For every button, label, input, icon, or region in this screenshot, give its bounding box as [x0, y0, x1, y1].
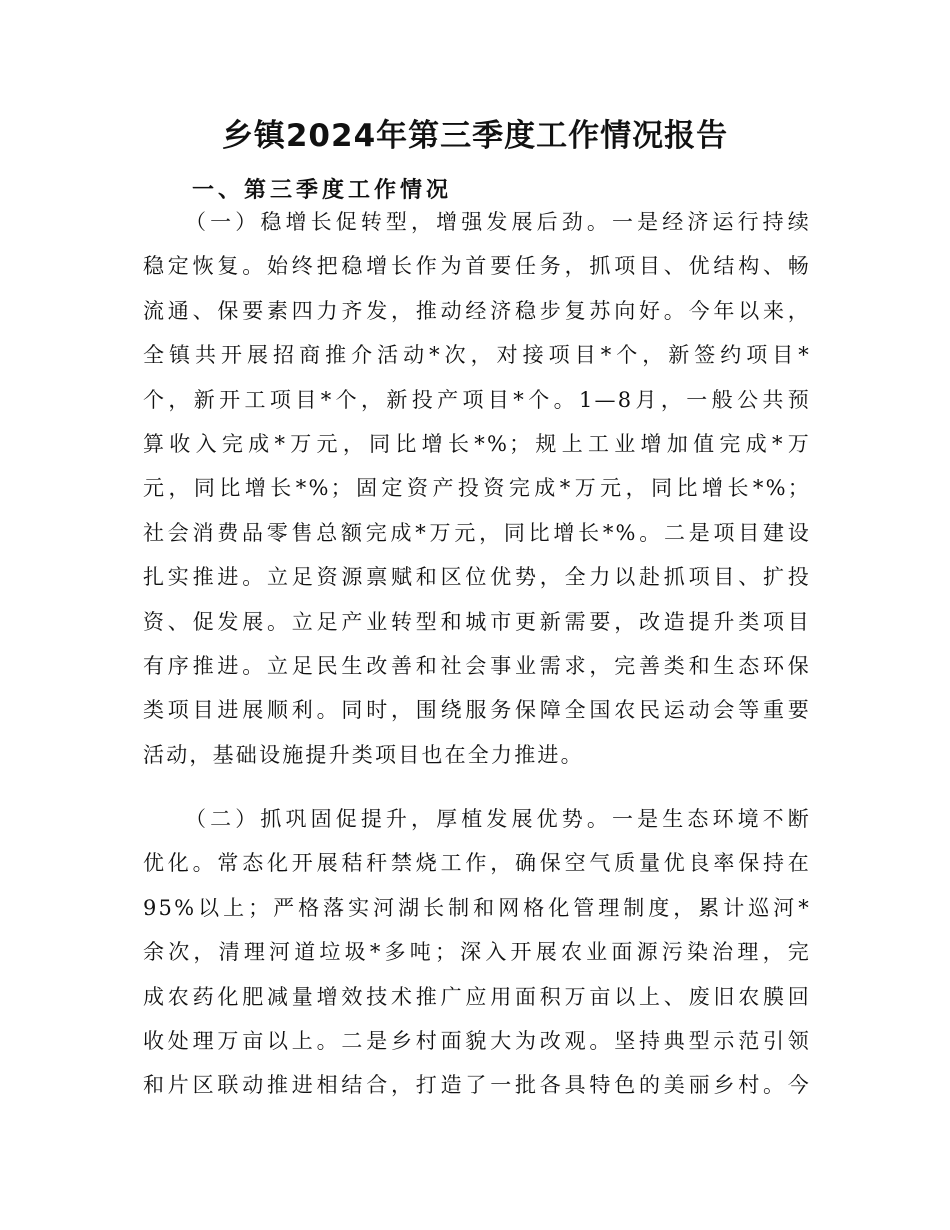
paragraph-1 [143, 200, 811, 777]
paragraph-line: 流通、保要素四力齐发，推动经济稳步复苏向好。今年以来， [143, 298, 811, 323]
paragraph-line: 成农药化肥减量增效技术推广应用面积万亩以上、废旧农膜回 [143, 984, 811, 1009]
paragraph-line: 优化。常态化开展秸秆禁烧工作，确保空气质量优良率保持在 [143, 851, 811, 876]
paragraph-line: 95%以上；严格落实河湖长制和网格化管理制度，累计巡河* [143, 895, 811, 920]
document-title: 乡镇2024年第三季度工作情况报告 [221, 118, 729, 154]
paragraph-line: 稳定恢复。始终把稳增长作为首要任务，抓项目、优结构、畅 [143, 254, 811, 279]
paragraph-line: 社会消费品零售总额完成*万元，同比增长*%。二是项目建设 [143, 520, 811, 545]
paragraph-line: （一）稳增长促转型，增强发展后劲。一是经济运行持续 [185, 210, 811, 234]
paragraph-line: 有序推进。立足民生改善和社会事业需求，完善类和生态环保 [143, 654, 811, 679]
paragraph-line: 个，新开工项目*个，新投产项目*个。1—8月，一般公共预 [143, 387, 811, 412]
paragraph-line: 算收入完成*万元，同比增长*%；规上工业增加值完成*万 [143, 432, 811, 457]
paragraph-line: 和片区联动推进相结合，打造了一批各具特色的美丽乡村。今 [143, 1073, 811, 1098]
paragraph-line: 资、促发展。立足产业转型和城市更新需要，改造提升类项目 [143, 609, 811, 634]
paragraph-line: 余次，清理河道垃圾*多吨；深入开展农业面源污染治理，完 [143, 940, 811, 965]
paragraph-2 [143, 797, 811, 1108]
section-heading: 一、第三季度工作情况 [192, 177, 453, 203]
paragraph-line: 元，同比增长*%；固定资产投资完成*万元，同比增长*%； [143, 476, 811, 501]
paragraph-line: （二）抓巩固促提升，厚植发展优势。一是生态环境不断 [185, 807, 811, 831]
paragraph-line: 活动，基础设施提升类项目也在全力推进。 [143, 742, 584, 767]
paragraph-line: 收处理万亩以上。二是乡村面貌大为改观。坚持典型示范引领 [143, 1029, 811, 1054]
paragraph-line: 类项目进展顺利。同时，围绕服务保障全国农民运动会等重要 [143, 698, 811, 723]
paragraph-line: 扎实推进。立足资源禀赋和区位优势，全力以赴抓项目、扩投 [143, 565, 811, 590]
paragraph-line: 全镇共开展招商推介活动*次，对接项目*个，新签约项目* [143, 343, 811, 368]
